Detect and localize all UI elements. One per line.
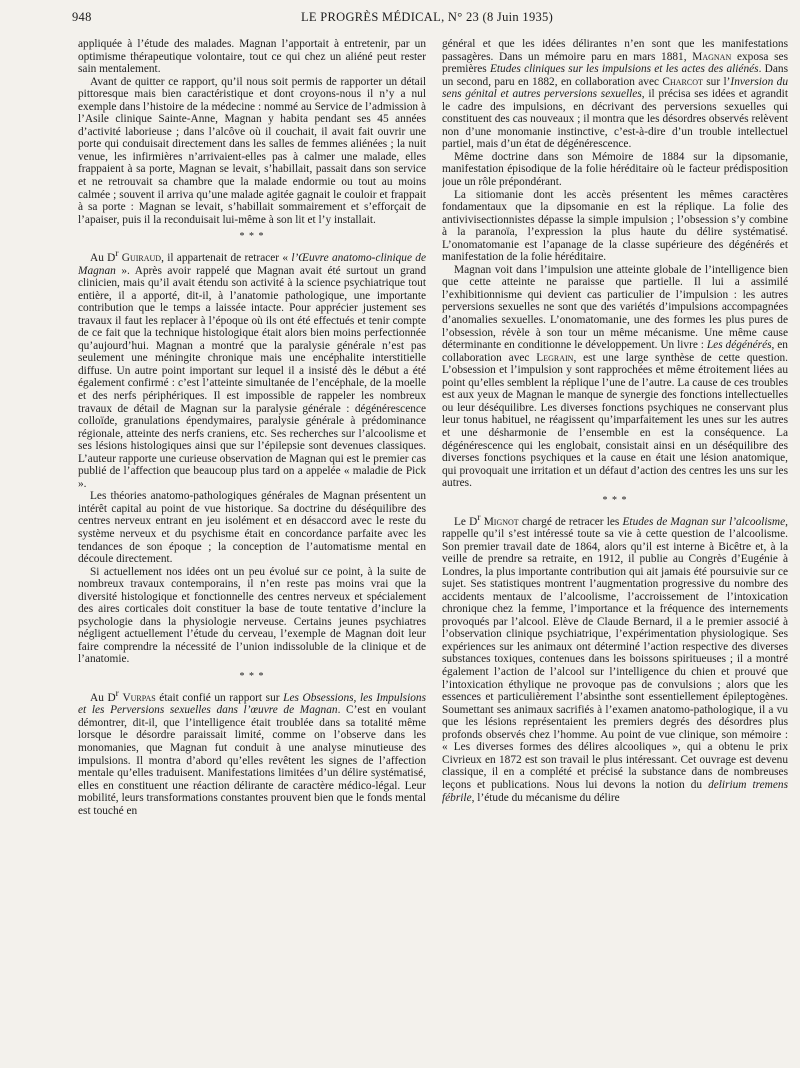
author-name: Magnan (692, 50, 732, 63)
work-title: delirium tremens fébrile (442, 778, 788, 804)
paragraph: Magnan voit dans l’impulsion une atteinte globale de l’intelligence bien que cette atteinte ne paraisse que partielle. Il lui a assimilé l’exhibitionnisme qui devient cas particulier de l’impulsion : les autres perversions sexuelles ne sont que des variétés d’impulsions accompagnées d’anomalies sexuelles. L’onomatomanie, une des formes les plus pures de l’obsession, révèle à son tour un même mécanisme. Une même cause déterminante en conditionne le développement. Un livre : Les dégénérés, en collaboration avec Legrain, est une large synthèse de cette question. L’obsession et l’impulsion y sont rapprochées et même étroitement liées au point qu’elles semblent la réplique l’une de l’autre. La cause de ces troubles est aux yeux de Magnan le manque de synergie des fonctions intellectuelles ou leur déséquilibre. Les diverses fonctions psychiques ne conservant plus leur tonus habituel, ne réagissent qu’imparfaitement les unes sur les autres et une désharmonie de l’ensemble en est la conséquence. La dégénérescence qui les englobait, consistait ainsi en un déséquilibre des diverses fonctions psychiques et la cause en était une lésion anatomique, qui provoquait une irritation et un défaut d’action des centres les uns sur les autres. (442, 263, 788, 490)
author-name: Vurpas (122, 691, 156, 704)
paragraph: La sitiomanie dont les accès présentent les mêmes caractères fondamentaux que la dipsomanie en est la réplique. La folie des antivivisectionnistes dépasse la simple impulsion ; l’obsession s’y combine à la paranoïa, l’expression la plus haute du délire systématisé. L’onomatomanie est l’apanage de la classe supérieure des dégénérés et manifestation de la folie héréditaire. (442, 188, 788, 264)
section-separator: * * * (239, 671, 265, 683)
paragraph: Avant de quitter ce rapport, qu’il nous soit permis de rapporter un détail pittoresque mais bien caractéristique et dont croyons-nous il n’y a nul exemple dans l’histoire de la médecine : nommé au Service de l’admission à l’Asile clinique Sainte-Anne, Magnan y habita pendant ses 45 années d’activité laborieuse ; dans l’alcôve où il couchait, il avait fait ouvrir une porte qui conduisait directement dans les salles de femmes aliénées ; la nuit venue, les infirmières n’arrivaient-elles pas à calmer une malade, elles frappaient à sa porte, Magnan se levait, s’habillait, passait dans son service et ne retrouvait sa chambre que la malade endormie ou tout au moins calmée ; souvent il arriva qu’une malade agitée gagnait le couloir et frappait à sa porte : Magnan se levait, s’habillait sommairement et s’efforçait de l’apaiser, puis il la reconduisait lui-même à son lit et l’y installait. (78, 75, 426, 226)
running-head (72, 10, 782, 28)
paragraph: Même doctrine dans son Mémoire de 1884 sur la dipsomanie, manifestation épisodique de la folie héréditaire où le facteur prédisposition joue un rôle prépondérant. (442, 150, 788, 189)
author-name: Guiraud (121, 251, 162, 264)
journal-title: LE PROGRÈS MÉDICAL, N° 23 (8 Juin 1935) (300, 10, 554, 24)
work-title: Les dégénérés (706, 339, 772, 352)
work-title: Inversion du sens génital et autres perversions sexuelles (442, 75, 788, 101)
section-separator: * * * (602, 494, 628, 506)
author-name: Mignot (483, 515, 519, 528)
paragraph: appliquée à l’étude des malades. Magnan l’apportait à entretenir, par un optimisme thérapeutique volontaire, tout ce qui chez un aliéné peut rester sain mentalement. (78, 38, 426, 76)
work-title: Etudes de Magnan sur l’alcoolisme (622, 515, 786, 528)
right-column (442, 38, 788, 1063)
paragraph: général et que les idées délirantes n’en sont que les manifestations passagères. Dans un mémoire paru en mars 1881, Magnan exposa ses premières Etudes cliniques sur les impulsions et les actes des aliénés. Dans un second, paru en 1882, en collaboration avec Charcot sur l’Inversion du sens génital et autres perversions sexuelles, il précisa ses idées et agrandit le cadre des impulsions, en décrivant des perversions sexuelles qui constituent des cas nouveaux ; il montra que les désordres observés relèvent non d’une monomanie instinctive, c’est-à-dire d’un trouble intellectuel partiel, mais d’un état de dégénérescence. (442, 38, 788, 151)
paragraph: Les théories anatomo-pathologiques générales de Magnan présentent un intérêt capital au point de vue historique. Sa doctrine du déséquilibre des centres nerveux entrant en jeu isolément et en désaccord avec le reste du système nerveux et du psychisme était en concordance parfaite avec les tendances de son époque ; la conception de l’automatisme mental en découle directement. (78, 490, 426, 566)
author-name: Charcot (662, 75, 703, 88)
page-number: 948 (72, 10, 92, 24)
work-title: Les Obsessions, les Impulsions et les Perversions sexuelles dans l’œuvre de Magnan (78, 691, 426, 717)
paragraph-mignot: Le $D^r$ Mignot chargé de retracer les Etudes de Magnan sur l’alcoolisme, rappelle qu’il s’est intéressé toute sa vie à cette question de l’alcoolisme. Son premier travail date de 1864, alors qu’il est interne à Bicêtre et, à la veille de prendre sa retraite, en 1912, il publie au Congrès d’Eugénie à Londres, la plus importante contribution qui ait jamais été poursuivie sur ce sujet. Ses statistiques montrent l’augmentation progressive du nombre des accidents mentaux de l’alcoolisme, l’accroissement de l’intoxication chronique chez la femme, l’importance et la fréquence des internements provoqués par l’alcool. Elève de Claude Bernard, il a le premier associé à l’observation clinique psychiatrique, l’expérimentation physiologique. Ses expériences sur les animaux ont déterminé l’action respective des diverses substances toxiques, contenues dans les boissons spiritueuses ; il a montré également l’action de l’alcool sur l’intelligence du chien et prouvé que l’intoxication éthylique ne provoque pas de convulsions ; alors que les essences et particulièrement l’absinthe sont essentiellement épileptogènes. Soumettant ses animaux sacrifiés à l’examen anatomo-pathologique, il a vu que les lésions représentaient les premiers degrés des désordres plus profonds observés chez l’homme. Au point de vue clinique, son mémoire : « Les diverses formes des délires alcooliques », qui a obtenu le prix Civrieux en 1872 est son travail le plus intéressant. Cet ouvrage est devenu classique, il en a complété et précisé la substance dans de nombreuses leçons et publications. Nous lui devons la notion du delirium tremens fébrile, l’étude du mécanisme du délire (442, 512, 788, 804)
paragraph-vurpas: Au $D^r$ Vurpas était confié un rapport sur Les Obsessions, les Impulsions et les Perversions sexuelles dans l’œuvre de Magnan. C’est en voulant démontrer, dit-il, que l’intelligence était troublée dans sa totalité même lorsque le désordre paraissait limité, comme on l’observe dans les monomanies, que Magnan fut conduit à une analyse minutieuse des impulsions. Il montra d’abord qu’elles revêtent les signes de l’affection mentale qu’elles traduisent. Manifestations limitées d’un délire systématisé, elles en constituent une réaction délirante de caractère médico-légal. Leur mobilité, leurs transformations constantes prouvent bien que le fonds mental est touché en (78, 689, 426, 817)
paragraph: Si actuellement nos idées ont un peu évolué sur ce point, à la suite de nombreux travaux contemporains, il n’en reste pas moins vrai que la diversité histologique et fonctionnelle des centres nerveux et spécialement des aires corticales doit constituer la base de toute tentative d’inclure la psychologie dans la physiologie nerveuse. Certains jeunes psychiatres négligent actuellement l’étude du cerveau, l’exemple de Magnan doit leur faire comprendre la nécessité de l’union indissoluble de la clinique et de l’anatomie. (78, 565, 426, 666)
author-name: Legrain (536, 351, 574, 364)
left-column (78, 38, 426, 1063)
paragraph-guiraud: Au $D^r$ Guiraud, il appartenait de retracer « l’Œuvre anatomo-clinique de Magnan ». Après avoir rappelé que Magnan avait été surtout un grand clinicien, mais qu’il avait étendu son activité à la science psychiatrique tout entière, il a apporté, dit-il, à l’anatomie pathologique, une importante contribution que le temps a laissée intacte. Pour apprécier justement ses travaux il faut les replacer à l’époque où ils ont été effectués et tenir compte de ce fait que la technique histologique était alors bien moins perfectionnée qu’aujourd’hui. Magnan a montré que la paralysie générale n’est pas seulement une méningite chronique mais une encéphalite interstitielle diffuse. Un autre point important sur lequel il a insisté dès le début a été également confirmé : c’est l’atteinte simultanée de l’encéphale, de la moelle et des nerfs périphériques. Il est impossible de rappeler les nombreux travaux de détail de Magnan sur la paralysie générale : dégénérescence colloïde, granulations épendymaires, paralysie générale à prédominance régionale, atteinte des nerfs craniens, etc. Ses recherches sur l’alcoolisme et ses lésions histologiques ainsi que sur l’épilepsie sont devenues classiques. L’auteur rapporte une curieuse observation de Magnan qui est le premier cas publié de l’affection que beaucoup plus tard on a appelée « maladie de Pick ». (78, 249, 426, 490)
work-title: Etudes cliniques sur les impulsions et les actes des aliénés (489, 63, 759, 76)
work-title: l’Œuvre anatomo-clinique de Magnan (78, 251, 426, 277)
section-separator: * * * (239, 231, 265, 243)
